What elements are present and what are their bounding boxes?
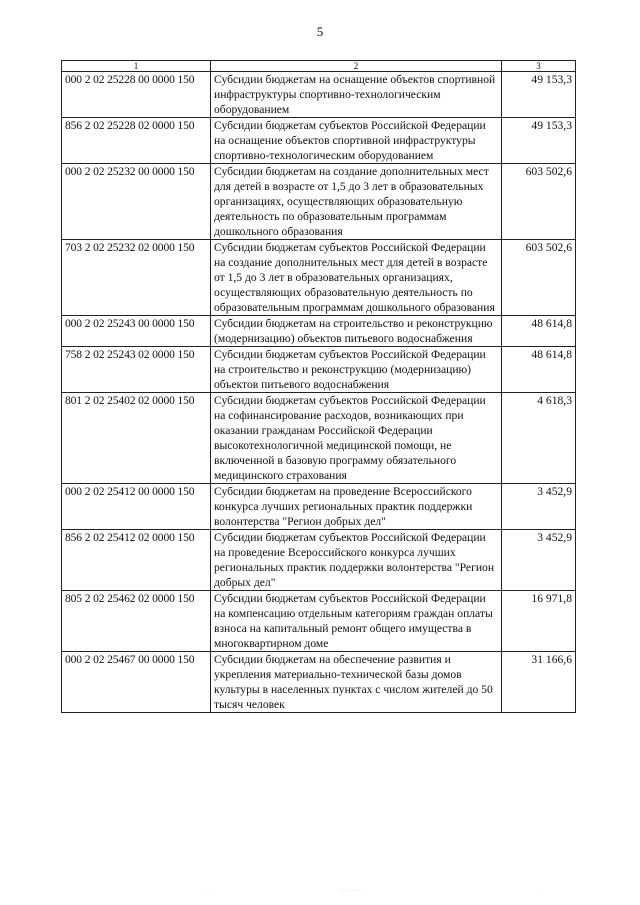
table-row xyxy=(62,72,576,118)
amount-cell: 48 614,8 xyxy=(502,347,576,393)
page-number: 5 xyxy=(316,24,324,39)
table-row xyxy=(62,240,576,316)
table-row xyxy=(62,164,576,240)
budget-code-cell: 856 2 02 25412 02 0000 150 xyxy=(62,530,211,591)
budget-code-cell: 000 2 02 25232 00 0000 150 xyxy=(62,164,211,240)
budget-code-cell: 801 2 02 25402 02 0000 150 xyxy=(62,393,211,484)
amount-cell: 48 614,8 xyxy=(502,316,576,347)
budget-code-cell: 805 2 02 25462 02 0000 150 xyxy=(62,591,211,652)
scan-artifact: ······· · xyxy=(340,888,367,894)
budget-code-cell: 000 2 02 25412 00 0000 150 xyxy=(62,484,211,530)
table-row xyxy=(62,484,576,530)
description-cell: Субсидии бюджетам субъектов Российской Федерации на оснащение объектов спортивной инфраструктуры спортивно-технологическим оборудованием xyxy=(211,118,502,164)
budget-code-cell: 703 2 02 25232 02 0000 150 xyxy=(62,240,211,316)
budget-code-cell: 856 2 02 25228 02 0000 150 xyxy=(62,118,211,164)
table-header-row xyxy=(62,61,576,72)
description-cell: Субсидии бюджетам на обеспечение развития и укрепления материально-технической базы домов культуры в населенных пунктах с числом жителей до 50 тысяч человек xyxy=(211,652,502,713)
scan-artifact: · · xyxy=(536,888,545,894)
budget-table xyxy=(61,60,576,713)
description-cell: Субсидии бюджетам субъектов Российской Федерации на софинансирование расходов, возникающих при оказании гражданам Российской Федерации высокотехнологичной медицинской помощи, не включенной в базовую программу обязательного медицинского страхования xyxy=(211,393,502,484)
description-cell: Субсидии бюджетам на создание дополнительных мест для детей в возрасте от 1,5 до 3 лет в образовательных организациях, осуществляющих образовательную деятельность по образовательным программам дошкольного образования xyxy=(211,164,502,240)
amount-cell: 603 502,6 xyxy=(502,240,576,316)
budget-code-cell: 000 2 02 25243 00 0000 150 xyxy=(62,316,211,347)
description-cell: Субсидии бюджетам на строительство и реконструкцию (модернизацию) объектов питьевого водоснабжения xyxy=(211,316,502,347)
table-row xyxy=(62,530,576,591)
description-cell: Субсидии бюджетам субъектов Российской Федерации на проведение Всероссийского конкурса лучших региональных практик поддержки волонтерства "Регион добрых дел" xyxy=(211,530,502,591)
description-cell: Субсидии бюджетам на оснащение объектов спортивной инфраструктуры спортивно-технологическим оборудованием xyxy=(211,72,502,118)
budget-code-cell: 758 2 02 25243 02 0000 150 xyxy=(62,347,211,393)
table-row xyxy=(62,652,576,713)
column-header-code: 1 xyxy=(62,61,211,72)
description-cell: Субсидии бюджетам субъектов Российской Федерации на строительство и реконструкцию (модернизацию) объектов питьевого водоснабжения xyxy=(211,347,502,393)
table-row xyxy=(62,316,576,347)
amount-cell: 49 153,3 xyxy=(502,72,576,118)
amount-cell: 49 153,3 xyxy=(502,118,576,164)
column-header-amount: 3 xyxy=(502,61,576,72)
table-row xyxy=(62,393,576,484)
table-body xyxy=(62,72,576,713)
amount-cell: 31 166,6 xyxy=(502,652,576,713)
table-row xyxy=(62,347,576,393)
amount-cell: 4 618,3 xyxy=(502,393,576,484)
description-cell: Субсидии бюджетам субъектов Российской Федерации на компенсацию отдельным категориям граждан оплаты взноса на капитальный ремонт общего имущества в многоквартирном доме xyxy=(211,591,502,652)
table-row xyxy=(62,591,576,652)
description-cell: Субсидии бюджетам на проведение Всероссийского конкурса лучших региональных практик поддержки волонтерства "Регион добрых дел" xyxy=(211,484,502,530)
description-cell: Субсидии бюджетам субъектов Российской Федерации на создание дополнительных мест для детей в возрасте от 1,5 до 3 лет в образовательных организациях, осуществляющих образовательную деятельность по образовательным программам дошкольного образования xyxy=(211,240,502,316)
amount-cell: 16 971,8 xyxy=(502,591,576,652)
amount-cell: 3 452,9 xyxy=(502,484,576,530)
amount-cell: 603 502,6 xyxy=(502,164,576,240)
scan-artifact: · ·· · xyxy=(200,888,217,894)
budget-code-cell: 000 2 02 25228 00 0000 150 xyxy=(62,72,211,118)
budget-code-cell: 000 2 02 25467 00 0000 150 xyxy=(62,652,211,713)
column-header-description: 2 xyxy=(211,61,502,72)
table-row xyxy=(62,118,576,164)
amount-cell: 3 452,9 xyxy=(502,530,576,591)
